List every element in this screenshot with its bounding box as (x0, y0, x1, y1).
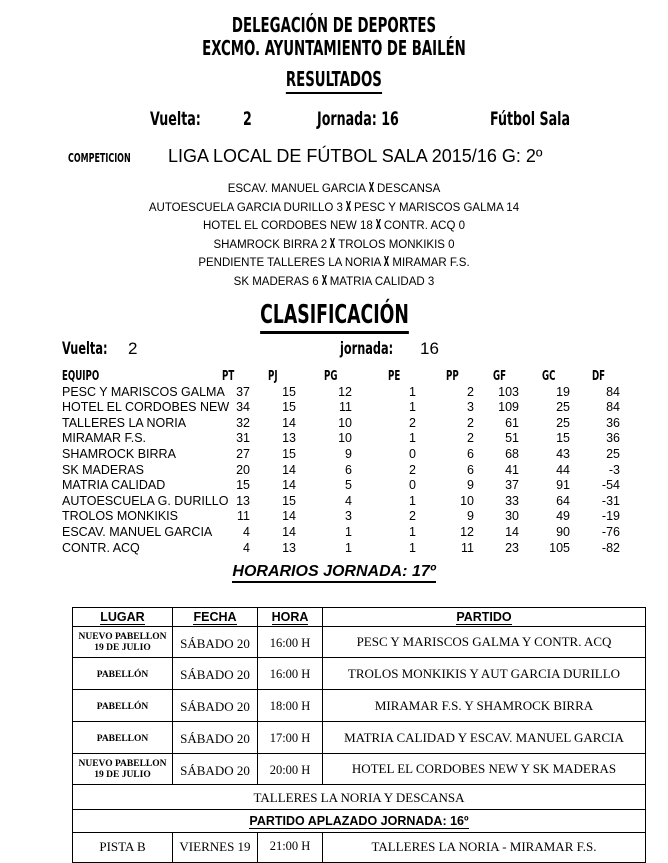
lugar-line-1: NUEVO PABELLON (78, 632, 167, 642)
standings-cell-pj: 14 (282, 509, 296, 524)
standings-row (0, 385, 668, 401)
standings-row (0, 431, 668, 447)
standings-cell-pt: 4 (243, 524, 250, 539)
standings-cell-pt: 20 (236, 462, 250, 477)
standings-cell-gf: 103 (498, 384, 519, 399)
standings-cell-pt: 34 (236, 400, 250, 415)
schedule-col-fecha (173, 608, 258, 627)
result-away-team: PESC Y MARISCOS GALMA (353, 201, 504, 214)
standings-cell-df: -31 (601, 493, 620, 508)
schedule-cell-fecha: SÁBADO 20 (173, 658, 258, 690)
standings-cell-gc: 15 (556, 431, 570, 446)
standings-cell-pe: 1 (409, 493, 416, 508)
schedule-cell-lugar (73, 722, 173, 754)
standings-cell-pt: 4 (243, 540, 250, 555)
schedule-row (73, 627, 646, 658)
standings-cell-pp: 9 (467, 478, 474, 493)
standings-cell-pe: 1 (409, 431, 416, 446)
standings-cell-pg: 1 (345, 540, 352, 555)
result-line (0, 236, 668, 255)
schedule-col-lugar (73, 608, 173, 627)
standings-cell-gc: 43 (556, 446, 570, 461)
standings-cell-pj: 15 (282, 493, 296, 508)
lugar-line-1: NUEVO PABELLON (78, 759, 167, 769)
standings-row (0, 541, 668, 557)
standings-cell-pj: 14 (282, 478, 296, 493)
clasificacion-title-wrap (0, 301, 668, 334)
meta-row (0, 108, 668, 138)
result-home-score: 3 (333, 201, 343, 214)
schedule-col-label-fecha: FECHA (193, 610, 237, 624)
result-separator-icon: X (330, 236, 336, 252)
standings-cell-pg: 10 (338, 431, 352, 446)
standings-cell-gf: 33 (505, 493, 519, 508)
standings-cell-pe: 2 (409, 509, 416, 524)
schedule-col-label-partido: PARTIDO (456, 610, 512, 624)
standings-cell-gc: 90 (556, 524, 570, 539)
clas-vuelta-value: 2 (128, 339, 138, 358)
standings-cell-df: 25 (606, 446, 620, 461)
standings-cell-pp: 2 (467, 384, 474, 399)
standings-cell-pp: 12 (460, 524, 474, 539)
standings-team-name: SK MADERAS (62, 462, 144, 477)
result-home-score: 2 (317, 238, 328, 251)
standings-cell-pe: 0 (409, 478, 416, 493)
standings-cell-gf: 61 (505, 415, 519, 430)
standings-cell-gc: 25 (556, 400, 570, 415)
lugar-line-2: 19 DE JULIO (94, 643, 151, 653)
clas-jornada-value: 16 (420, 339, 439, 358)
result-home-team: PENDIENTE TALLERES LA NORIA (198, 257, 382, 269)
standings-cell-pj: 13 (282, 431, 296, 446)
standings-cell-pp: 2 (467, 415, 474, 430)
schedule-row (73, 722, 646, 754)
clas-jornada-label: jornada: (340, 339, 394, 359)
standings-team-name: TROLOS MONKIKIS (62, 509, 178, 524)
standings-team-name: HOTEL EL CORDOBES NEW (62, 400, 230, 415)
standings-cell-pj: 14 (282, 524, 296, 539)
competicion-row (0, 146, 668, 174)
standings-cell-gc: 91 (556, 478, 570, 493)
standings-cell-pg: 12 (338, 384, 352, 399)
schedule-aplazado-row (73, 833, 646, 863)
standings-cell-df: 84 (606, 400, 620, 415)
result-home-team: SHAMROCK BIRRA (213, 238, 318, 251)
result-separator-icon: X (375, 218, 382, 233)
schedule-cell-partido: MATRIA CALIDAD Y ESCAV. MANUEL GARCIA (323, 722, 646, 754)
result-separator-icon: X (345, 199, 352, 215)
standings-cell-df: -82 (601, 540, 620, 555)
standings-col-pe: PE (388, 369, 401, 384)
standings-table (0, 369, 668, 556)
standings-cell-gc: 105 (549, 540, 570, 555)
standings-cell-pe: 1 (409, 540, 416, 555)
standings-col-pp: PP (446, 369, 459, 384)
standings-cell-pg: 3 (345, 509, 352, 524)
schedule-cell-lugar (73, 658, 173, 690)
schedule-cell-lugar (73, 627, 173, 658)
standings-cell-gc: 19 (556, 384, 570, 399)
header-line-ayuntamiento: EXCMO. AYUNTAMIENTO DE BAILÉN (202, 36, 466, 60)
standings-cell-gf: 23 (505, 540, 519, 555)
standings-cell-pp: 6 (467, 462, 474, 477)
schedule-cell-hora: 20:00 H (258, 754, 323, 785)
standings-cell-pg: 4 (345, 493, 352, 508)
standings-header-row (0, 369, 668, 385)
lugar-line-1: PABELLON (96, 733, 149, 744)
schedule-col-label-lugar: LUGAR (100, 610, 145, 624)
standings-cell-pt: 37 (236, 384, 250, 399)
schedule-cell-hora: 16:00 H (258, 658, 323, 690)
results-list (0, 180, 668, 291)
result-home-score: 18 (356, 220, 373, 232)
standings-row (0, 463, 668, 479)
schedule-row (73, 754, 646, 785)
competicion-value: LIGA LOCAL DE FÚTBOL SALA 2015/16 G: 2º (168, 146, 543, 166)
standings-cell-pt: 32 (236, 415, 250, 430)
standings-cell-pp: 10 (460, 493, 474, 508)
schedule-cell-fecha: SÁBADO 20 (173, 690, 258, 722)
schedule-aplazado-title-row (73, 810, 646, 833)
standings-cell-gc: 49 (556, 509, 570, 524)
standings-cell-pe: 1 (409, 400, 416, 415)
standings-cell-gf: 41 (505, 462, 519, 477)
standings-col-gf: GF (493, 369, 507, 384)
standings-cell-pe: 2 (409, 415, 416, 430)
document-header (0, 0, 668, 94)
vuelta-label: Vuelta: (150, 108, 201, 130)
standings-cell-df: 36 (606, 431, 620, 446)
standings-cell-pj: 13 (282, 540, 296, 555)
aplazado-cell-hora: 21:00 H (258, 833, 323, 863)
standings-cell-pg: 10 (338, 415, 352, 430)
horarios-title: HORARIOS JORNADA: 17º (232, 563, 435, 583)
schedule-cell-partido: TROLOS MONKIKIS Y AUT GARCIA DURILLO (323, 658, 646, 690)
standings-row (0, 447, 668, 463)
result-home-team: SK MADERAS (233, 275, 310, 288)
result-separator-icon: X (321, 273, 327, 289)
result-away-team: TROLOS MONKIKIS (338, 238, 445, 251)
result-home-team: HOTEL EL CORDOBES NEW (203, 220, 357, 232)
standings-cell-gc: 64 (556, 493, 570, 508)
standings-cell-df: 36 (606, 415, 620, 430)
standings-cell-pp: 3 (467, 400, 474, 415)
schedule-cell-hora: 16:00 H (258, 627, 323, 658)
standings-cell-pp: 11 (461, 540, 474, 555)
schedule-col-partido (323, 608, 646, 627)
jornada-label: Jornada: 16 (317, 108, 399, 130)
result-away-score: 3 (424, 275, 435, 288)
competicion-label: COMPETICION (68, 151, 131, 165)
clasificacion-title: CLASIFICACIÓN (260, 301, 409, 334)
standings-team-name: CONTR. ACQ (62, 540, 140, 555)
standings-cell-pp: 9 (467, 509, 474, 524)
standings-team-name: MATRIA CALIDAD (62, 478, 166, 493)
result-away-team: CONTR. ACQ (383, 220, 456, 232)
schedule-row (73, 690, 646, 722)
result-separator-icon: X (384, 255, 390, 270)
standings-cell-pj: 15 (282, 446, 296, 461)
result-away-team: MIRAMAR F.S. (392, 257, 470, 269)
standings-row (0, 494, 668, 510)
standings-cell-pe: 1 (409, 384, 416, 399)
lugar-line-1: PABELLÓN (96, 669, 149, 680)
result-home-team: ESCAV. MANUEL GARCIA (227, 183, 366, 195)
schedule-descansa-row (73, 785, 646, 810)
result-away-score: 0 (444, 238, 455, 251)
standings-cell-pt: 31 (236, 431, 250, 446)
standings-col-pt: PT (222, 369, 235, 384)
schedule-row (73, 658, 646, 690)
standings-cell-pj: 14 (282, 415, 296, 430)
standings-cell-pt: 27 (236, 446, 250, 461)
standings-cell-gf: 30 (505, 509, 519, 524)
result-away-team: MATRIA CALIDAD (329, 275, 425, 288)
standings-cell-gf: 68 (505, 446, 519, 461)
standings-cell-pt: 11 (237, 509, 250, 524)
result-away-score: 0 (455, 220, 465, 232)
horarios-title-wrap (0, 563, 668, 584)
schedule-cell-partido: PESC Y MARISCOS GALMA Y CONTR. ACQ (323, 627, 646, 658)
standings-team-name: PESC Y MARISCOS GALMA (62, 384, 225, 399)
result-line (0, 254, 668, 273)
standings-team-name: TALLERES LA NORIA (62, 415, 187, 430)
standings-row (0, 416, 668, 432)
standings-row (0, 478, 668, 494)
schedule-cell-lugar (73, 690, 173, 722)
result-home-score: 6 (309, 275, 319, 288)
standings-cell-pg: 11 (339, 400, 352, 415)
lugar-line-1: PABELLÓN (96, 701, 149, 712)
aplazado-title: PARTIDO APLAZADO JORNADA: 16º (249, 814, 469, 828)
standings-cell-gc: 25 (556, 415, 570, 430)
clasificacion-meta (0, 339, 668, 363)
standings-cell-pe: 0 (409, 446, 416, 461)
result-separator-icon: X (368, 181, 375, 196)
aplazado-cell-lugar: PISTA B (73, 833, 173, 863)
standings-cell-pe: 2 (409, 462, 416, 477)
standings-team-name: MIRAMAR F.S. (62, 431, 147, 446)
standings-cell-gf: 51 (505, 431, 519, 446)
schedule-cell-partido: HOTEL EL CORDOBES NEW Y SK MADERAS (323, 754, 646, 785)
schedule-col-hora (258, 608, 323, 627)
schedule-col-label-hora: HORA (271, 610, 309, 624)
standings-cell-df: -54 (601, 478, 620, 493)
standings-cell-df: -19 (601, 509, 620, 524)
aplazado-cell-fecha: VIERNES 19 (173, 833, 258, 863)
standings-cell-pg: 9 (345, 446, 352, 461)
standings-cell-gc: 44 (556, 462, 570, 477)
standings-col-pj: PJ (268, 369, 278, 384)
standings-col-equipo: EQUIPO (62, 369, 100, 384)
standings-cell-gf: 109 (498, 400, 519, 415)
schedule-cell-fecha: SÁBADO 20 (173, 754, 258, 785)
standings-row (0, 400, 668, 416)
result-line (0, 180, 668, 199)
standings-cell-pj: 15 (282, 384, 296, 399)
schedule-descansa-text: TALLERES LA NORIA Y DESCANSA (73, 785, 646, 810)
standings-cell-pp: 2 (467, 431, 474, 446)
schedule-table (72, 607, 646, 863)
result-away-score: 14 (503, 201, 520, 214)
result-line (0, 273, 668, 292)
aplazado-cell-partido: TALLERES LA NORIA - MIRAMAR F.S. (323, 833, 646, 863)
standings-cell-pt: 13 (236, 493, 250, 508)
standings-cell-df: -3 (608, 462, 620, 477)
standings-cell-pj: 15 (282, 400, 296, 415)
schedule-cell-hora: 18:00 H (258, 690, 323, 722)
standings-cell-gf: 14 (505, 524, 519, 539)
lugar-line-2: 19 DE JULIO (94, 770, 151, 780)
schedule-cell-partido: MIRAMAR F.S. Y SHAMROCK BIRRA (323, 690, 646, 722)
schedule-cell-fecha: SÁBADO 20 (173, 722, 258, 754)
standings-cell-pg: 6 (345, 462, 352, 477)
standings-col-gc: GC (542, 369, 556, 384)
standings-cell-gf: 37 (505, 478, 519, 493)
standings-team-name: SHAMROCK BIRRA (62, 446, 176, 461)
result-home-team: AUTOESCUELA GARCIA DURILLO (148, 201, 334, 214)
standings-cell-pj: 14 (282, 462, 296, 477)
standings-cell-pg: 1 (345, 524, 352, 539)
vuelta-value: 2 (243, 108, 252, 130)
schedule-aplazado-cell (73, 810, 646, 833)
standings-cell-pt: 15 (236, 478, 250, 493)
standings-cell-df: 84 (606, 384, 620, 399)
result-line (0, 199, 668, 218)
result-away-team: DESCANSA (377, 183, 441, 195)
standings-team-name: ESCAV. MANUEL GARCIA (62, 524, 213, 539)
schedule-header-row (73, 608, 646, 627)
modalidad-label: Fútbol Sala (490, 108, 570, 130)
standings-col-df: DF (592, 369, 606, 384)
standings-cell-pp: 6 (467, 446, 474, 461)
standings-col-pg: PG (324, 369, 338, 384)
header-line-delegacion: DELEGACIÓN DE DEPORTES (231, 13, 437, 37)
schedule-cell-fecha: SÁBADO 20 (173, 627, 258, 658)
standings-row (0, 509, 668, 525)
standings-row (0, 525, 668, 541)
resultados-title: RESULTADOS (286, 68, 382, 94)
clas-vuelta-label: Vuelta: (62, 339, 108, 359)
result-line (0, 217, 668, 236)
schedule-cell-hora: 17:00 H (258, 722, 323, 754)
standings-cell-df: -76 (601, 524, 620, 539)
schedule-cell-lugar (73, 754, 173, 785)
standings-cell-pe: 1 (409, 524, 416, 539)
standings-team-name: AUTOESCUELA G. DURILLO (62, 493, 229, 508)
standings-cell-pg: 5 (345, 478, 352, 493)
